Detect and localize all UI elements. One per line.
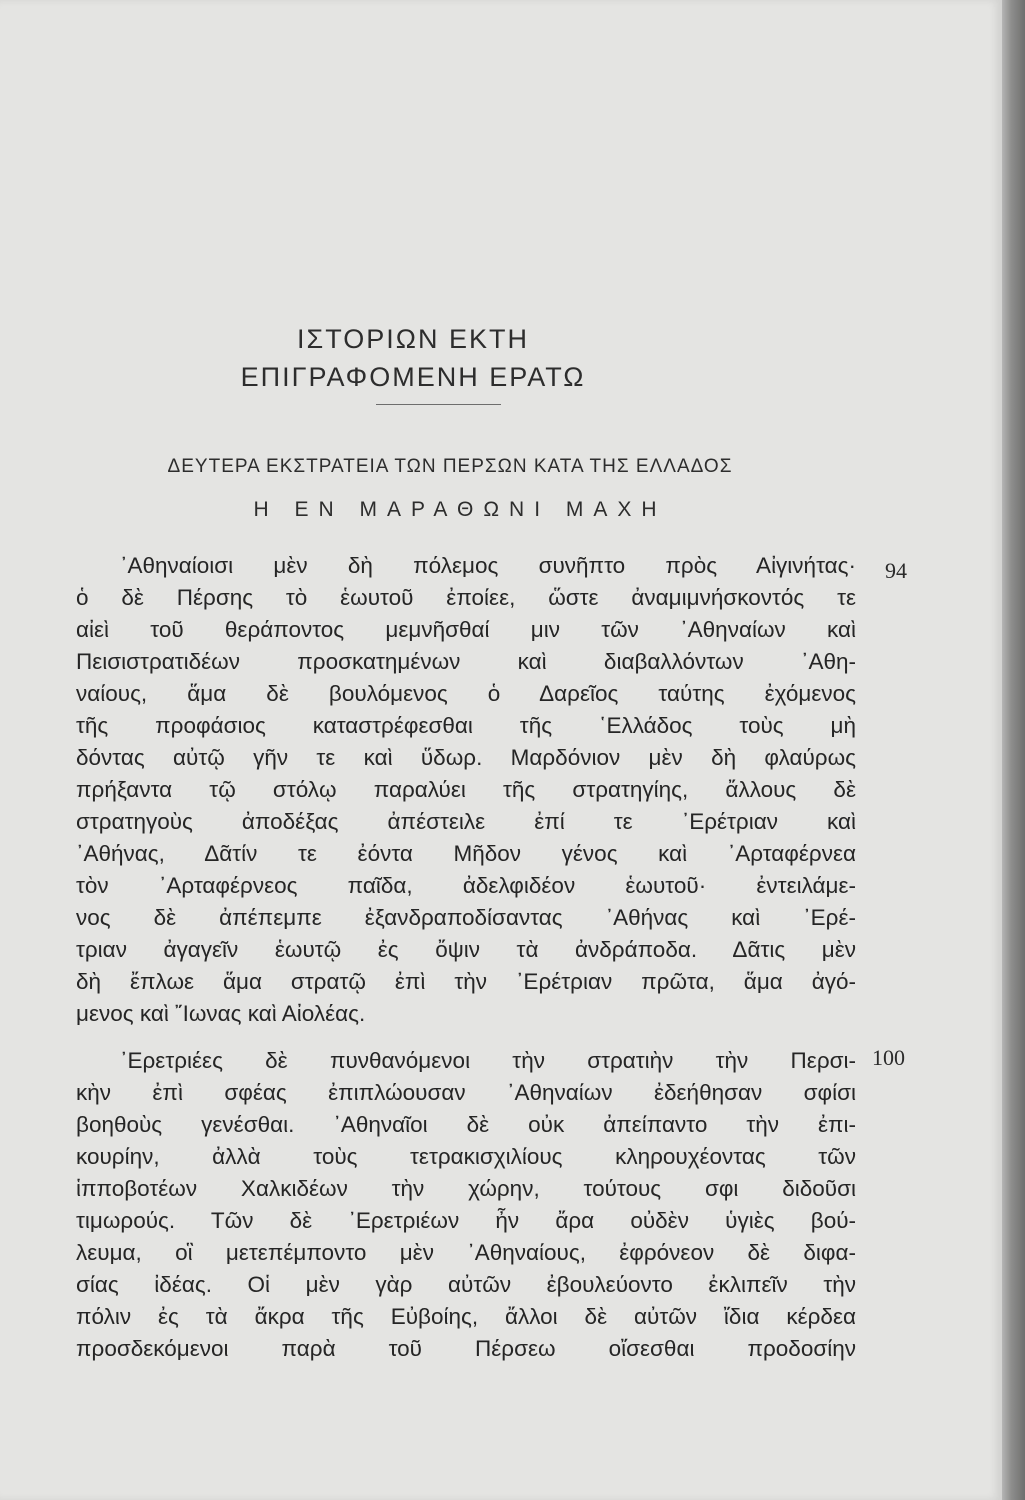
text-line: νος δὲ ἀπέπεμπε ἐξανδραποδίσαντας ᾿Αθήνας καὶ ᾿Ερέ- xyxy=(76,905,856,930)
title-divider xyxy=(376,404,501,405)
text-line: στρατηγοὺς ἀποδέξας ἀπέστειλε ἐπί τε ᾿Ερέτριαν καὶ xyxy=(76,809,856,834)
text-line: λευμα, οἳ μετεπέμποντο μὲν ᾿Αθηναίους, ἐφρόνεον δὲ διφα- xyxy=(76,1240,856,1265)
text-line: βοηθοὺς γενέσθαι. ᾿Αθηναῖοι δὲ οὐκ ἀπείπαντο τὴν ἐπι- xyxy=(76,1112,856,1137)
text-line: τιμωρούς. Τῶν δὲ ᾿Ερετριέων ἦν ἄρα οὐδὲν ὑγιὲς βού- xyxy=(76,1208,856,1233)
text-line: ναίους, ἅμα δὲ βουλόμενος ὁ Δαρεῖος ταύτης ἐχόμενος xyxy=(76,681,856,706)
text-line: ἱπποβοτέων Χαλκιδέων τὴν χώρην, τούτους σφι διδοῦσι xyxy=(76,1176,856,1201)
text-line: κὴν ἐπὶ σφέας ἐπιπλώουσαν ᾿Αθηναίων ἐδεήθησαν σφίσι xyxy=(76,1080,856,1105)
text-line: δὴ ἔπλωε ἅμα στρατῷ ἐπὶ τὴν ᾿Ερέτριαν πρῶτα, ἅμα ἀγό- xyxy=(76,969,856,994)
text-line: μενος καὶ ῎Ιωνας καὶ Αἰολέας. xyxy=(76,1001,366,1026)
text-line: Πεισιστρατιδέων προσκατημένων καὶ διαβαλλόντων ᾿Αθη- xyxy=(76,649,856,674)
text-line: τριαν ἀγαγεῖν ἑωυτῷ ἐς ὄψιν τὰ ἀνδράποδα. Δᾶτις μὲν xyxy=(76,937,856,962)
text-line: πόλιν ἐς τὰ ἄκρα τῆς Εὐβοίης, ἄλλοι δὲ αὐτῶν ἴδια κέρδεα xyxy=(76,1304,856,1329)
book-subtitle: ΕΠΙΓΡΑΦΟΜΕΝΗ ΕΡΑΤΩ xyxy=(240,362,586,392)
margin-line-number-94: 94 xyxy=(885,558,907,583)
margin-line-number-100: 100 xyxy=(872,1045,905,1070)
section-subtitle: Η ΕΝ ΜΑΡΑΘΩΝΙ ΜΑΧΗ xyxy=(253,498,667,521)
text-line: ᾿Ερετριέες δὲ πυνθανόμενοι τὴν στρατιὴν τὴν Περσι- xyxy=(120,1048,856,1073)
section-title: ΔΕΥΤΕΡΑ ΕΚΣΤΡΑΤΕΙΑ ΤΩΝ ΠΕΡΣΩΝ ΚΑΤΑ ΤΗΣ ΕΛΛΑΔΟΣ xyxy=(167,456,733,477)
text-line: σίας ἰδέας. Οἱ μὲν γὰρ αὐτῶν ἐβουλεύοντο ἐκλιπεῖν τὴν xyxy=(76,1272,856,1297)
text-line: δόντας αὐτῷ γῆν τε καὶ ὕδωρ. Μαρδόνιον μὲν δὴ φλαύρως xyxy=(76,745,856,770)
page-edge xyxy=(1002,0,1025,1500)
text-line: αἰεὶ τοῦ θεράποντος μεμνῆσθαί μιν τῶν ᾿Αθηναίων καὶ xyxy=(76,617,856,642)
text-line: τῆς προφάσιος καταστρέφεσθαι τῆς ῾Ελλάδος τοὺς μὴ xyxy=(76,713,856,738)
text-line: προσδεκόμενοι παρὰ τοῦ Πέρσεω οἴσεσθαι προδοσίην xyxy=(76,1336,856,1361)
text-line: τὸν ᾿Αρταφέρνεος παῖδα, ἀδελφιδέον ἑωυτοῦ· ἐντειλάμε- xyxy=(76,873,856,898)
book-title: ΙΣΤΟΡΙΩΝ ΕΚΤΗ xyxy=(297,324,529,354)
text-line: κουρίην, ἀλλὰ τοὺς τετρακισχιλίους κληρουχέοντας τῶν xyxy=(76,1144,856,1169)
text-line: πρήξαντα τῷ στόλῳ παραλύει τῆς στρατηγίης, ἄλλους δὲ xyxy=(76,777,856,802)
text-line: ὁ δὲ Πέρσης τὸ ἑωυτοῦ ἐποίεε, ὥστε ἀναμιμνήσκοντός τε xyxy=(76,585,856,610)
text-line: ᾿Αθηναίοισι μὲν δὴ πόλεμος συνῆπτο πρὸς Αἰγινήτας· xyxy=(120,553,856,578)
text-line: ᾿Αθήνας, Δᾶτίν τε ἐόντα Μῆδον γένος καὶ ᾿Αρταφέρνεα xyxy=(76,841,856,866)
